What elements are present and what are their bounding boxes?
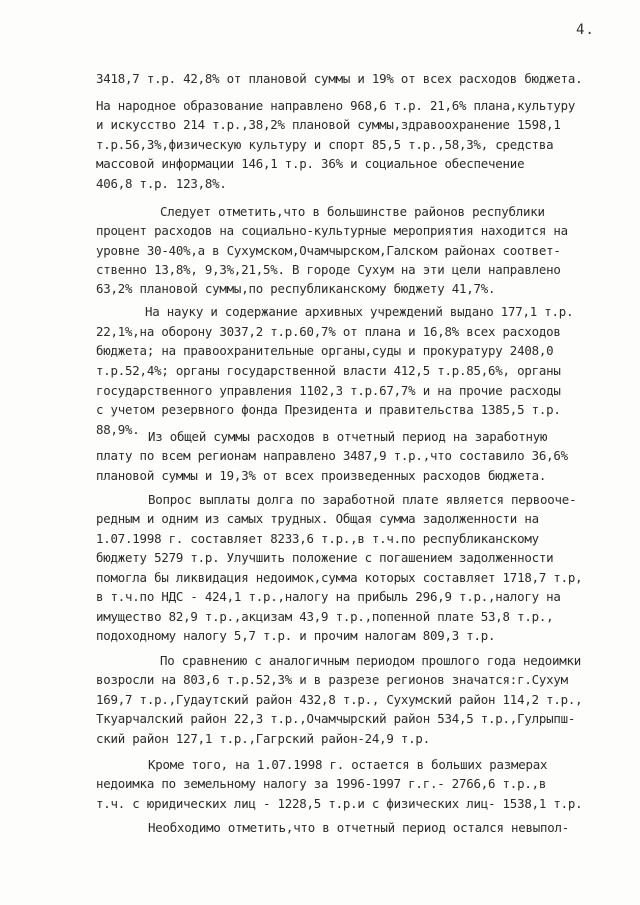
text-line: имущество 82,9 т.р.,акцизам 43,9 т.р.,попенной плате 53,8 т.р., (96, 609, 554, 624)
text-line: Ткуарчалский район 22,3 т.р.,Очамчырский район 534,5 т.р.,Гулрыпш- (96, 711, 576, 726)
text-line: На народное образование направлено 968,6 т.р. 21,6% плана,культуру (96, 98, 576, 113)
text-line: По сравнению с аналогичным периодом прошлого года недоимки (160, 653, 582, 668)
text-line: Необходимо отметить,что в отчетный период остался невыпол- (148, 820, 570, 835)
text-line: 169,7 т.р.,Гудаутский район 432,8 т.р., Сухумский район 114,2 т.р., (96, 692, 583, 707)
text-line: подоходному налогу 5,7 т.р. и прочим налогам 809,3 т.р. (96, 628, 496, 643)
text-line: возросли на 803,6 т.р.52,3% и в разрезе регионов значатся:г.Сухум (96, 672, 568, 687)
text-line: Кроме того, на 1.07.1998 г. остается в больших размерах (148, 757, 548, 772)
text-line: Следует отметить,что в большинстве районов республики (160, 204, 545, 219)
text-line: редным и одним из самых трудных. Общая сумма задолженности на (96, 511, 539, 526)
text-line: бюджету 5279 т.р. Улучшить положение с погашением задолженности (96, 550, 554, 565)
text-line: в т.ч.по НДС - 424,1 т.р.,налогу на прибыль 296,9 т.р.,налогу на (96, 589, 561, 604)
text-line: 88,9%. (96, 422, 140, 437)
text-line: государственного управления 1102,3 т.р.67,7% и на прочие расходы (96, 383, 561, 398)
text-line: Из общей суммы расходов в отчетный период на заработную (148, 429, 548, 444)
page-number: 4. (576, 22, 595, 38)
text-line: недоимка по земельному налогу за 1996-1997 г.г.- 2766,6 т.р.,в (96, 776, 547, 791)
text-line: Вопрос выплаты долга по заработной плате является первооче- (148, 492, 577, 507)
text-line: помогла бы ликвидация недоимок,сумма которых составляет 1718,7 т.р, (96, 570, 583, 585)
text-line: т.р.56,3%,физическую культуру и спорт 85,5 т.р.,58,3%, средства (96, 137, 554, 152)
text-line: т.р.52,4%; органы государственной власти 412,5 т.р.85,6%, органы (96, 363, 561, 378)
text-line: 22,1%,на оборону 3037,2 т.р.60,7% от плана и 16,8% всех расходов (96, 324, 561, 339)
text-line: 3418,7 т.р. 42,8% от плановой суммы и 19% от всех расходов бюджета. (96, 71, 583, 86)
text-line: плановой суммы и 19,3% от всех произведенных расходов бюджета. (96, 468, 547, 483)
text-line: и искусство 214 т.р.,38,2% плановой суммы,здравоохранение 1598,1 (96, 117, 561, 132)
text-line: процент расходов на социально-культурные мероприятия находится на (96, 223, 568, 238)
text-line: уровне 30-40%,а в Сухумском,Очамчырском,Галском районах соответ- (96, 243, 561, 258)
text-line: с учетом резервного фонда Президента и правительства 1385,5 т.р. (96, 402, 561, 417)
text-line: ственно 13,8%, 9,3%,21,5%. В городе Сухум на эти цели направлено (96, 262, 561, 277)
text-line: массовой информации 146,1 т.р. 36% и социальное обеспечение (96, 156, 525, 171)
text-line: ский район 127,1 т.р.,Гагрский район-24,9 т.р. (96, 731, 430, 746)
text-line: 63,2% плановой суммы,по республиканскому бюджету 41,7%. (96, 281, 496, 296)
text-line: На науку и содержание архивных учреждений выдано 177,1 т.р. (145, 304, 574, 319)
text-line: 1.07.1998 г. составляет 8233,6 т.р.,в т.ч.по республиканскому (96, 531, 539, 546)
text-line: т.ч. с юридических лиц - 1228,5 т.р.и с физических лиц- 1538,1 т.р. (96, 796, 583, 811)
text-line: бюджета; на правоохранительные органы,суды и прокуратуру 2408,0 (96, 343, 554, 358)
text-line: 406,8 т.р. 123,8%. (96, 176, 227, 191)
text-line: плату по всем регионам направлено 3487,9 т.р.,что составило 36,6% (96, 448, 568, 463)
